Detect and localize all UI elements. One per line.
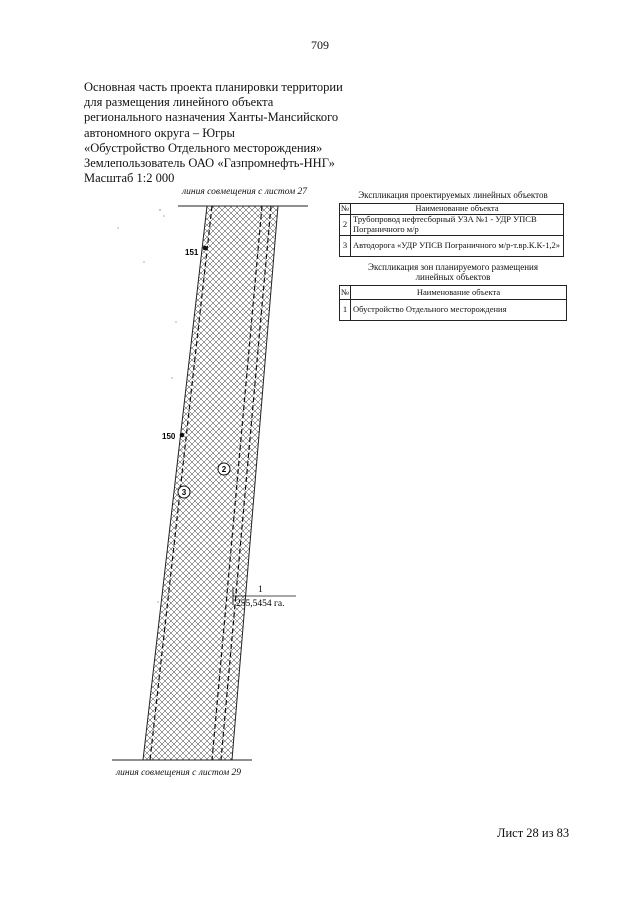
zone-area: 255,5454 га. [236,599,285,609]
header-name: Наименование объекта [351,286,567,300]
object-marker-label: 2 [221,465,227,474]
planning-zone-strip [143,206,278,760]
title-line: регионального назначения Ханты-Мансийского [84,110,339,125]
title-line: Основная часть проекта планировки территории [84,80,343,94]
title-line: Землепользователь ОАО «Газпромнефть-ННГ» [84,156,335,171]
title-line: автономного округа – Югры [84,125,235,140]
point-label: 151 [185,248,199,257]
zones-caption [339,262,567,282]
object-marker-label: 3 [181,488,187,497]
title-line: «Обустройство Отдельного месторождения» [84,140,323,155]
table-row [340,235,564,256]
zone-number: 1 [258,585,263,595]
row-name: Автодорога «УДР УПСВ Пограничного м/р-т.вр.К.К-1,2» [351,235,564,256]
zones-caption-line: Экспликация зон планируемого размещения [368,262,538,272]
zones-table [339,285,567,321]
row-num: 2 [340,214,351,235]
table-header-row [340,204,564,215]
row-num: 1 [340,300,351,321]
row-num: 3 [340,235,351,256]
linear-objects-caption: Экспликация проектируемых линейных объектов [358,190,548,200]
table-header-row [340,286,567,300]
header-name: Наименование объекта [351,204,564,215]
page-number: 709 [311,38,329,52]
bottom-combination-label: линия совмещения с листом 29 [116,768,242,778]
point-label: 150 [162,432,176,441]
table-row [340,214,564,235]
row-name: Обустройство Отдельного месторождения [351,300,567,321]
top-combination-label: линия совмещения с листом 27 [182,187,308,197]
linear-objects-table [339,203,564,257]
header-num: № [340,286,351,300]
scale-label: Масштаб 1:2 000 [84,171,175,186]
zones-caption-line: линейных объектов [415,272,491,282]
sheet-counter: Лист 28 из 83 [497,826,570,840]
row-name: Трубопровод нефтесборный УЗА №1 - УДР УПСВ Пограничного м/р [351,214,564,235]
header-num: № [340,203,350,213]
title-line: для размещения линейного объекта [84,95,274,110]
table-row [340,300,567,321]
boundary-point-151 [203,246,208,251]
boundary-point-150 [180,433,185,438]
